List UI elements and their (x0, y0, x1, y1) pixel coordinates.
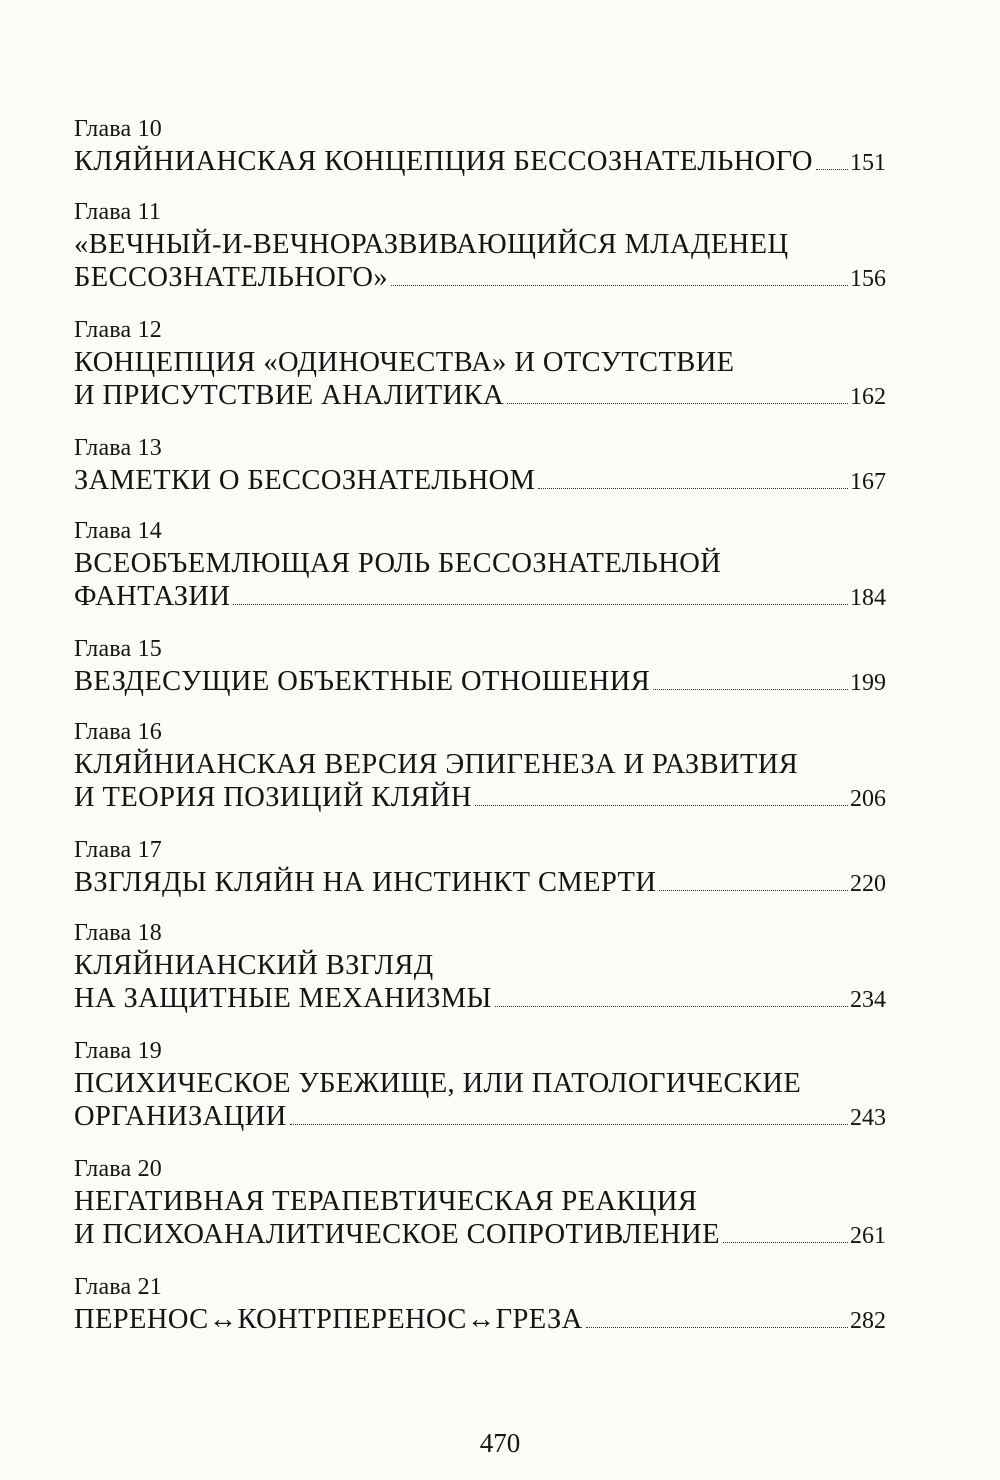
toc-page-number: 206 (850, 786, 886, 812)
chapter-title-line: НА ЗАЩИТНЫЕ МЕХАНИЗМЫ (74, 983, 492, 1014)
table-of-contents (74, 114, 886, 1355)
chapter-label: Глава 15 (74, 636, 162, 662)
toc-entry (74, 634, 886, 700)
toc-entry (74, 433, 886, 499)
chapter-title-line: НЕГАТИВНАЯ ТЕРАПЕВТИЧЕСКАЯ РЕАКЦИЯ (74, 1186, 698, 1217)
toc-entry (74, 114, 886, 180)
dot-leader (290, 1124, 848, 1125)
dot-leader (495, 1006, 848, 1007)
toc-entry (74, 315, 886, 414)
chapter-title-row (74, 1303, 886, 1338)
chapter-title-row (74, 781, 886, 816)
dot-leader (723, 1242, 848, 1243)
chapter-title-line: ВЕЗДЕСУЩИЕ ОБЪЕКТНЫЕ ОТНОШЕНИЯ (74, 666, 651, 697)
chapter-title-line: КОНЦЕПЦИЯ «ОДИНОЧЕСТВА» И ОТСУТСТВИЕ (74, 347, 735, 378)
toc-entry (74, 1272, 886, 1338)
chapter-label: Глава 13 (74, 435, 162, 461)
toc-entry (74, 1036, 886, 1135)
chapter-title-line: И ПРИСУТСТВИЕ АНАЛИТИКА (74, 380, 504, 411)
dot-leader (538, 488, 848, 489)
chapter-title-line: ЗАМЕТКИ О БЕССОЗНАТЕЛЬНОМ (74, 465, 536, 496)
chapter-label: Глава 14 (74, 518, 162, 544)
dot-leader (233, 604, 848, 605)
toc-page-number: 167 (850, 469, 886, 495)
toc-entry (74, 1154, 886, 1253)
chapter-label: Глава 20 (74, 1156, 162, 1182)
toc-page-number: 184 (850, 585, 886, 611)
chapter-label: Глава 18 (74, 920, 162, 946)
dot-leader (586, 1327, 848, 1328)
toc-page-number: 220 (850, 871, 886, 897)
toc-page-number: 199 (850, 670, 886, 696)
page-number: 470 (479, 1428, 521, 1458)
chapter-title-row (74, 1100, 886, 1135)
chapter-title-row (74, 145, 886, 180)
toc-entry (74, 918, 886, 1017)
chapter-title-line: ПСИХИЧЕСКОЕ УБЕЖИЩЕ, ИЛИ ПАТОЛОГИЧЕСКИЕ (74, 1068, 802, 1099)
chapter-title-row (74, 1218, 886, 1253)
chapter-title-line: БЕССОЗНАТЕЛЬНОГО» (74, 262, 389, 293)
chapter-title-row (74, 982, 886, 1017)
toc-page-number: 151 (850, 150, 886, 176)
chapter-title-row (74, 665, 886, 700)
chapter-title-line: И ТЕОРИЯ ПОЗИЦИЙ КЛЯЙН (74, 782, 472, 813)
chapter-label: Глава 17 (74, 837, 162, 863)
chapter-title-line: КЛЯЙНИАНСКАЯ КОНЦЕПЦИЯ БЕССОЗНАТЕЛЬНОГО (74, 146, 813, 177)
chapter-title-line: КЛЯЙНИАНСКИЙ ВЗГЛЯД (74, 950, 434, 981)
chapter-label: Глава 10 (74, 116, 162, 142)
dot-leader (391, 285, 848, 286)
toc-entry (74, 197, 886, 296)
toc-page-number: 234 (850, 987, 886, 1013)
chapter-label: Глава 11 (74, 199, 162, 225)
chapter-label: Глава 12 (74, 317, 162, 343)
chapter-title-row (74, 261, 886, 296)
chapter-label: Глава 21 (74, 1274, 162, 1300)
chapter-title-line: И ПСИХОАНАЛИТИЧЕСКОЕ СОПРОТИВЛЕНИЕ (74, 1219, 720, 1250)
toc-entry (74, 516, 886, 615)
chapter-title-row (74, 580, 886, 615)
chapter-title-line: «ВЕЧНЫЙ-И-ВЕЧНОРАЗВИВАЮЩИЙСЯ МЛАДЕНЕЦ (74, 229, 789, 260)
chapter-title-line: ПЕРЕНОС↔КОНТРПЕРЕНОС↔ГРЕЗА (74, 1304, 583, 1335)
dot-leader (475, 805, 848, 806)
chapter-label: Глава 16 (74, 719, 162, 745)
chapter-title-row (74, 866, 886, 901)
dot-leader (659, 890, 848, 891)
dot-leader (507, 403, 848, 404)
chapter-title-row (74, 379, 886, 414)
toc-page-number: 243 (850, 1105, 886, 1131)
chapter-title-row (74, 464, 886, 499)
chapter-title-line: ВСЕОБЪЕМЛЮЩАЯ РОЛЬ БЕССОЗНАТЕЛЬНОЙ (74, 548, 722, 579)
dot-leader (653, 689, 848, 690)
chapter-label: Глава 19 (74, 1038, 162, 1064)
toc-page-number: 162 (850, 384, 886, 410)
chapter-title-line: ВЗГЛЯДЫ КЛЯЙН НА ИНСТИНКТ СМЕРТИ (74, 867, 657, 898)
toc-page-number: 282 (850, 1308, 886, 1334)
chapter-title-line: КЛЯЙНИАНСКАЯ ВЕРСИЯ ЭПИГЕНЕЗА И РАЗВИТИЯ (74, 749, 799, 780)
toc-page-number: 156 (850, 266, 886, 292)
toc-page-number: 261 (850, 1223, 886, 1249)
chapter-title-line: ОРГАНИЗАЦИИ (74, 1101, 287, 1132)
dot-leader (816, 169, 848, 170)
toc-entry (74, 835, 886, 901)
toc-entry (74, 717, 886, 816)
chapter-title-line: ФАНТАЗИИ (74, 581, 231, 612)
